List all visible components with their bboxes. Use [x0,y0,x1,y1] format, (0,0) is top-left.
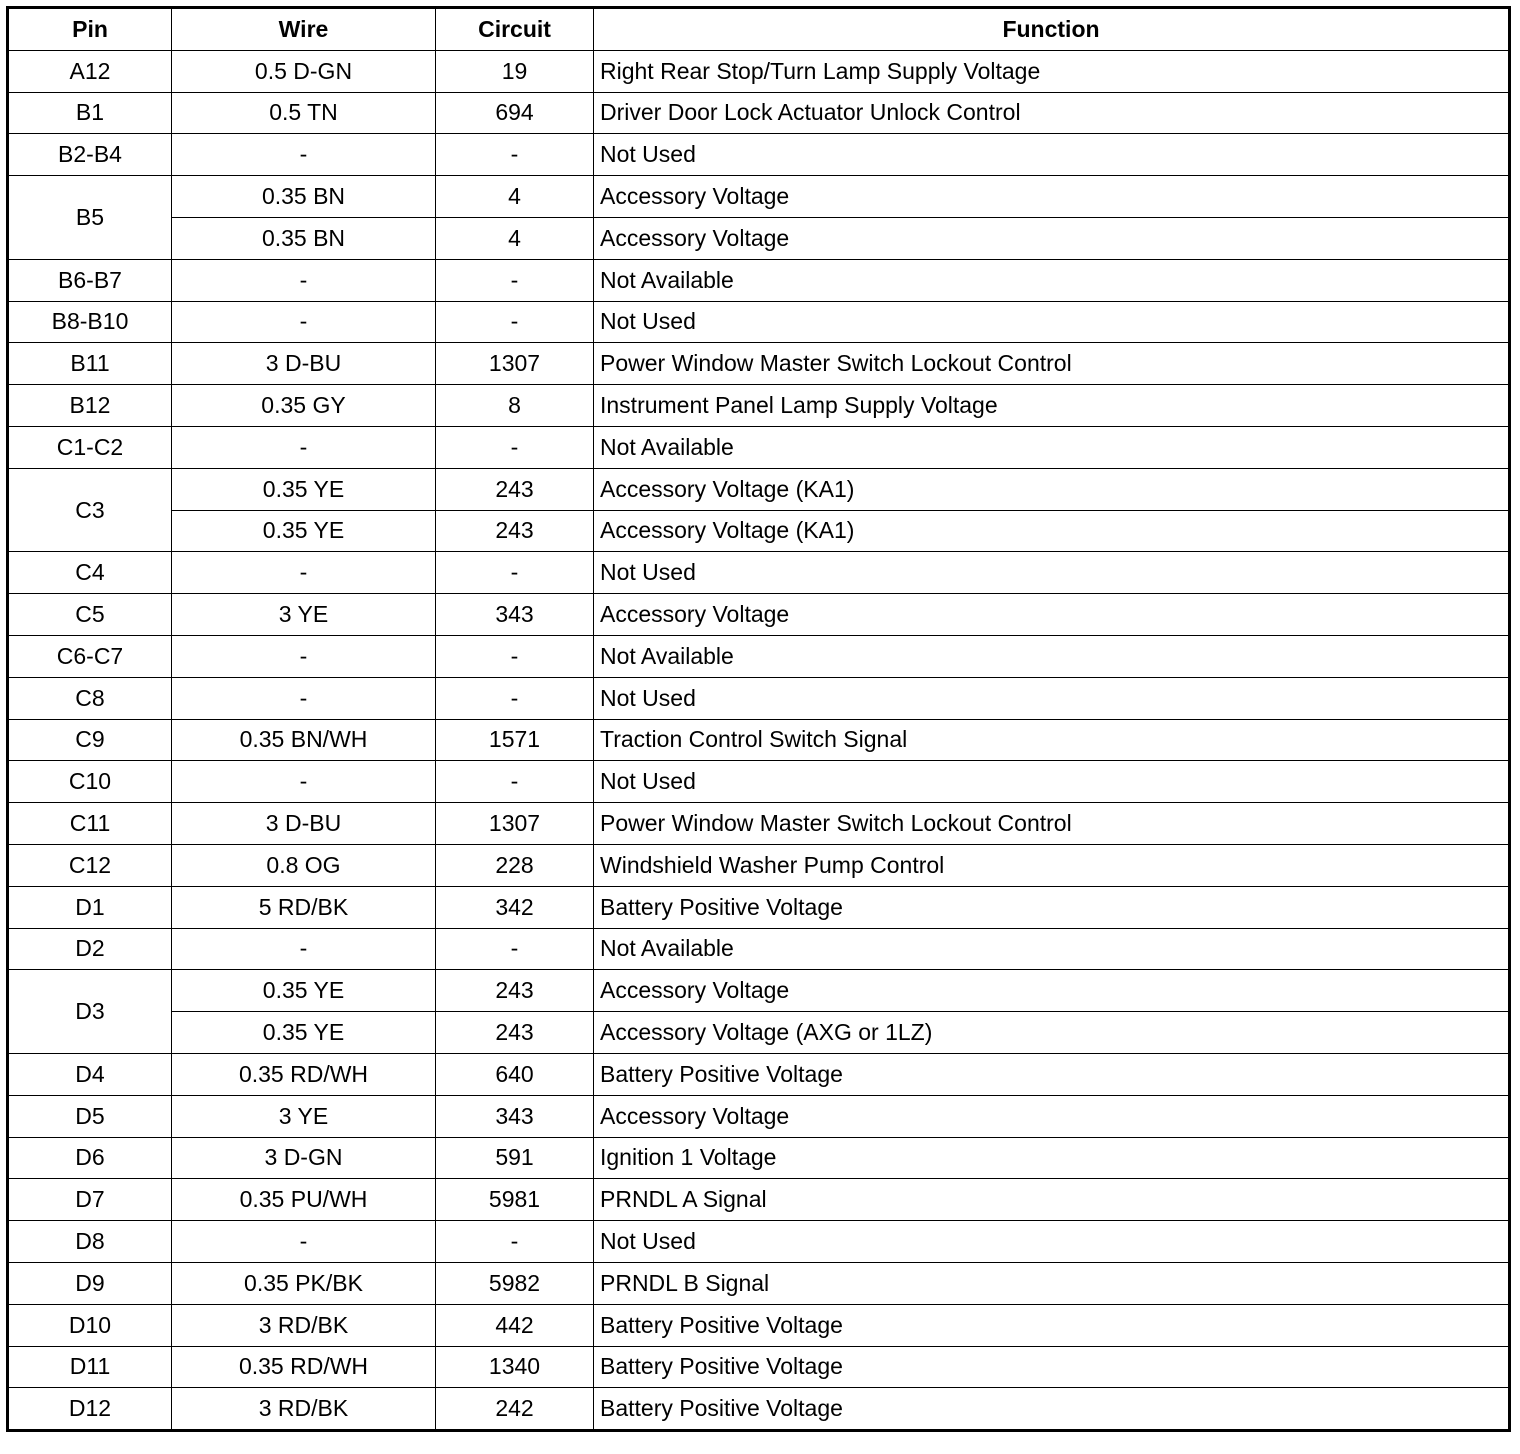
header-pin: Pin [8,8,172,51]
pin-cell: C10 [8,761,172,803]
table-row [8,50,1510,92]
function-cell: Not Used [594,134,1510,176]
wire-cell: 3 YE [172,594,436,636]
circuit-cell: 343 [436,594,594,636]
function-cell: Not Available [594,928,1510,970]
wire-cell: - [172,426,436,468]
function-cell: Accessory Voltage [594,176,1510,218]
table-row [8,1262,1510,1304]
wire-cell: 0.35 YE [172,510,436,552]
wire-cell: 0.35 YE [172,1012,436,1054]
circuit-cell: - [436,635,594,677]
pin-cell: B6-B7 [8,259,172,301]
circuit-cell: 694 [436,92,594,134]
pin-cell: C4 [8,552,172,594]
function-cell: Instrument Panel Lamp Supply Voltage [594,385,1510,427]
circuit-cell: 4 [436,176,594,218]
wire-cell: 0.35 YE [172,970,436,1012]
pin-cell: D7 [8,1179,172,1221]
wire-cell: - [172,134,436,176]
wire-cell: 5 RD/BK [172,886,436,928]
pin-cell: B2-B4 [8,134,172,176]
pin-cell: B1 [8,92,172,134]
pin-cell: D9 [8,1262,172,1304]
function-cell: Accessory Voltage [594,1095,1510,1137]
table-row [8,844,1510,886]
circuit-cell: 19 [436,50,594,92]
wire-cell: 0.35 PK/BK [172,1262,436,1304]
function-cell: Not Used [594,301,1510,343]
wire-cell: - [172,301,436,343]
pin-cell: C6-C7 [8,635,172,677]
wire-cell: - [172,761,436,803]
table-row [8,719,1510,761]
circuit-cell: 243 [436,970,594,1012]
table-row [8,259,1510,301]
function-cell: Accessory Voltage [594,217,1510,259]
function-cell: Accessory Voltage [594,970,1510,1012]
pin-cell: D2 [8,928,172,970]
function-cell: Not Available [594,426,1510,468]
pin-cell: C1-C2 [8,426,172,468]
function-cell: Not Used [594,1221,1510,1263]
pin-cell: D10 [8,1304,172,1346]
function-cell: Traction Control Switch Signal [594,719,1510,761]
circuit-cell: - [436,677,594,719]
function-cell: Not Used [594,761,1510,803]
table-row [8,92,1510,134]
wire-cell: - [172,552,436,594]
table-row [8,1053,1510,1095]
table-row [8,1179,1510,1221]
wire-cell: - [172,635,436,677]
pin-cell: C9 [8,719,172,761]
table-row [8,970,1510,1012]
circuit-cell: 8 [436,385,594,427]
pin-cell: D11 [8,1346,172,1388]
function-cell: Ignition 1 Voltage [594,1137,1510,1179]
table-row [8,1304,1510,1346]
table-row [8,1346,1510,1388]
table-row [8,886,1510,928]
circuit-cell: 591 [436,1137,594,1179]
circuit-cell: 228 [436,844,594,886]
table-row [8,761,1510,803]
function-cell: Windshield Washer Pump Control [594,844,1510,886]
table-row [8,1012,1510,1054]
circuit-cell: 5982 [436,1262,594,1304]
wire-cell: - [172,928,436,970]
circuit-cell: 640 [436,1053,594,1095]
header-wire: Wire [172,8,436,51]
header-function: Function [594,8,1510,51]
wire-cell: 3 D-GN [172,1137,436,1179]
function-cell: Not Used [594,552,1510,594]
pin-cell: B5 [8,176,172,260]
table-row [8,1388,1510,1431]
pin-cell: D3 [8,970,172,1054]
wire-cell: 0.5 TN [172,92,436,134]
pin-cell: D8 [8,1221,172,1263]
table-row [8,385,1510,427]
function-cell: Not Available [594,635,1510,677]
wire-cell: - [172,677,436,719]
circuit-cell: 243 [436,1012,594,1054]
wire-cell: 0.35 RD/WH [172,1053,436,1095]
circuit-cell: 5981 [436,1179,594,1221]
pin-table-body [8,50,1510,1430]
wire-cell: 3 RD/BK [172,1304,436,1346]
circuit-cell: 243 [436,468,594,510]
function-cell: Right Rear Stop/Turn Lamp Supply Voltage [594,50,1510,92]
function-cell: Power Window Master Switch Lockout Control [594,803,1510,845]
pin-cell: C8 [8,677,172,719]
pin-cell: A12 [8,50,172,92]
circuit-cell: - [436,301,594,343]
circuit-cell: 4 [436,217,594,259]
circuit-cell: 1340 [436,1346,594,1388]
pin-cell: C3 [8,468,172,552]
circuit-cell: 342 [436,886,594,928]
table-row [8,468,1510,510]
function-cell: PRNDL A Signal [594,1179,1510,1221]
wire-cell: 0.35 PU/WH [172,1179,436,1221]
table-row [8,301,1510,343]
function-cell: Driver Door Lock Actuator Unlock Control [594,92,1510,134]
pin-cell: D1 [8,886,172,928]
function-cell: Battery Positive Voltage [594,1053,1510,1095]
circuit-cell: 243 [436,510,594,552]
pin-cell: C12 [8,844,172,886]
table-row [8,1095,1510,1137]
table-row [8,928,1510,970]
table-row [8,510,1510,552]
table-row [8,176,1510,218]
pin-cell: B8-B10 [8,301,172,343]
pin-table [6,6,1511,1432]
circuit-cell: 1571 [436,719,594,761]
function-cell: Battery Positive Voltage [594,886,1510,928]
table-row [8,635,1510,677]
table-row [8,217,1510,259]
wire-cell: - [172,1221,436,1263]
pin-cell: D6 [8,1137,172,1179]
function-cell: Not Available [594,259,1510,301]
pin-cell: D4 [8,1053,172,1095]
circuit-cell: 242 [436,1388,594,1431]
function-cell: Accessory Voltage (AXG or 1LZ) [594,1012,1510,1054]
wire-cell: 3 D-BU [172,803,436,845]
wire-cell: 0.35 BN [172,176,436,218]
function-cell: Accessory Voltage (KA1) [594,468,1510,510]
wire-cell: 0.35 GY [172,385,436,427]
circuit-cell: - [436,426,594,468]
wire-cell: 3 RD/BK [172,1388,436,1431]
circuit-cell: - [436,552,594,594]
circuit-cell: - [436,259,594,301]
circuit-cell: - [436,761,594,803]
table-row [8,594,1510,636]
table-row [8,552,1510,594]
function-cell: Accessory Voltage [594,594,1510,636]
circuit-cell: - [436,928,594,970]
circuit-cell: - [436,134,594,176]
circuit-cell: 1307 [436,343,594,385]
wire-cell: 0.35 BN [172,217,436,259]
table-row [8,803,1510,845]
wire-cell: 0.35 YE [172,468,436,510]
table-row [8,1221,1510,1263]
header-row [8,8,1510,51]
circuit-cell: 1307 [436,803,594,845]
pin-cell: D12 [8,1388,172,1431]
function-cell: Battery Positive Voltage [594,1346,1510,1388]
pin-cell: C5 [8,594,172,636]
table-row [8,134,1510,176]
table-row [8,426,1510,468]
function-cell: Battery Positive Voltage [594,1388,1510,1431]
wire-cell: 3 YE [172,1095,436,1137]
circuit-cell: 442 [436,1304,594,1346]
function-cell: Accessory Voltage (KA1) [594,510,1510,552]
pin-cell: B11 [8,343,172,385]
pin-cell: C11 [8,803,172,845]
table-row [8,1137,1510,1179]
wire-cell: 0.5 D-GN [172,50,436,92]
wire-cell: - [172,259,436,301]
wire-cell: 0.35 BN/WH [172,719,436,761]
circuit-cell: 343 [436,1095,594,1137]
function-cell: PRNDL B Signal [594,1262,1510,1304]
pin-cell: D5 [8,1095,172,1137]
wire-cell: 0.35 RD/WH [172,1346,436,1388]
pin-cell: B12 [8,385,172,427]
table-row [8,343,1510,385]
function-cell: Power Window Master Switch Lockout Control [594,343,1510,385]
table-row [8,677,1510,719]
function-cell: Not Used [594,677,1510,719]
wire-cell: 3 D-BU [172,343,436,385]
wire-cell: 0.8 OG [172,844,436,886]
function-cell: Battery Positive Voltage [594,1304,1510,1346]
header-circuit: Circuit [436,8,594,51]
circuit-cell: - [436,1221,594,1263]
